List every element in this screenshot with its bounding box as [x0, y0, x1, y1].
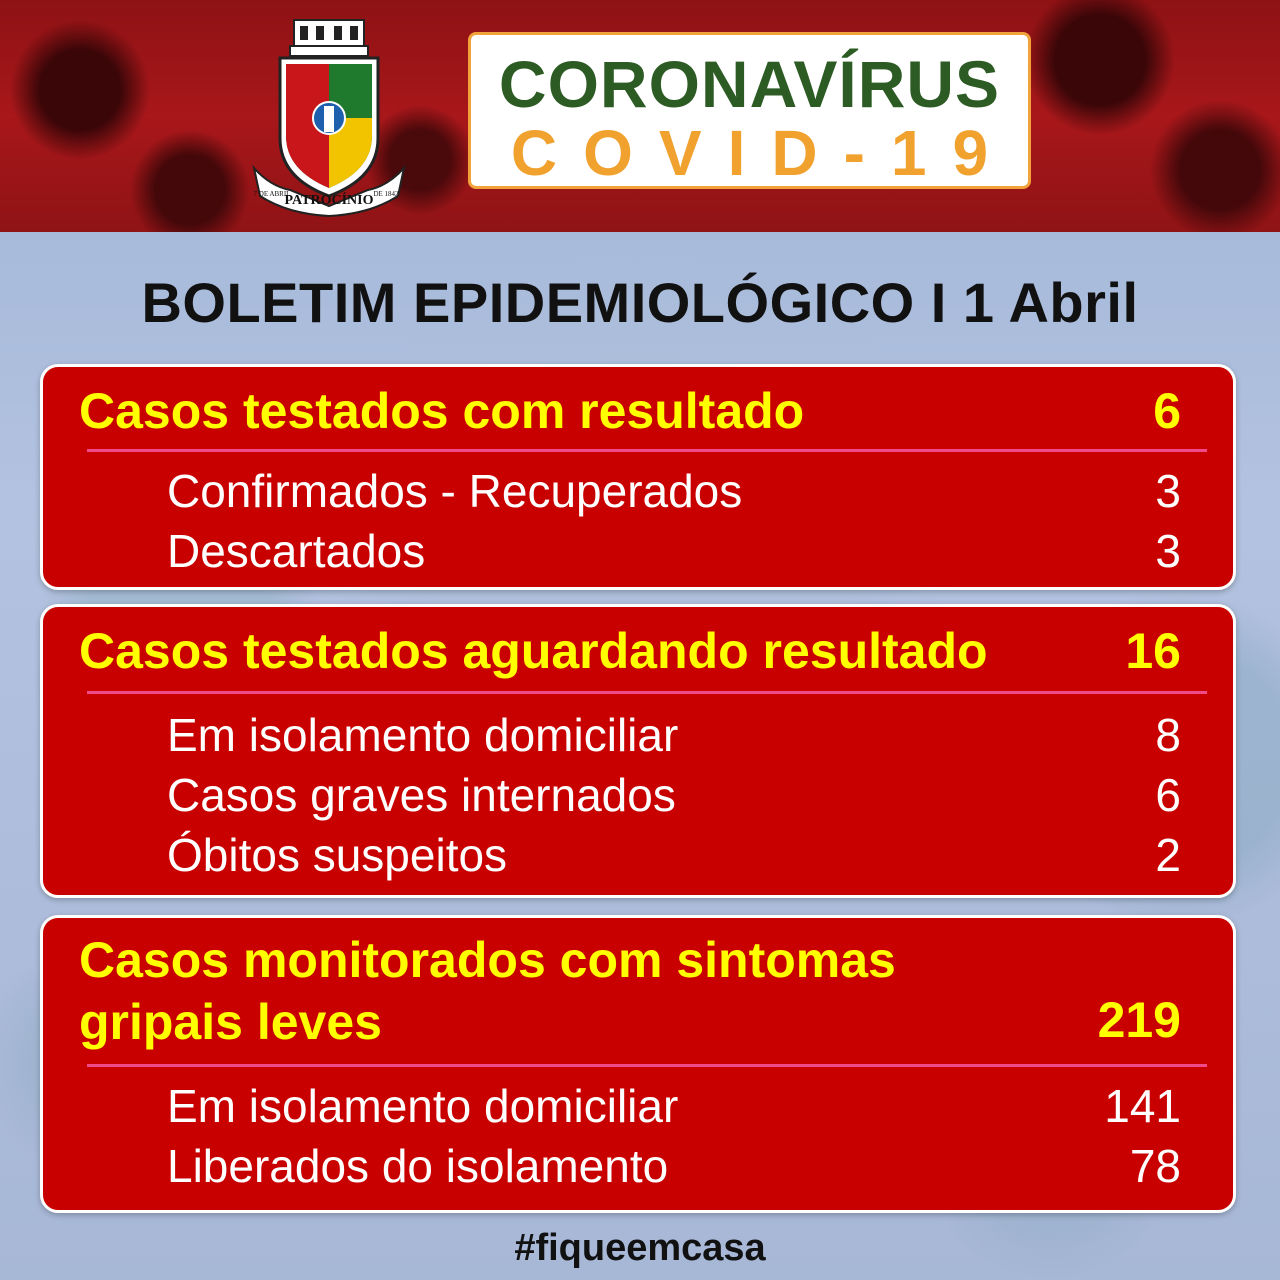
list-item	[167, 461, 1181, 521]
campaign-title-box	[468, 32, 1031, 189]
list-item	[167, 1136, 1181, 1196]
title-coronavirus: CORONAVÍRUS	[498, 47, 1001, 121]
row-value: 3	[1155, 465, 1181, 517]
row-value: 141	[1104, 1080, 1181, 1132]
crest-right-date: DE 1842	[373, 190, 399, 198]
section-heading: Casos testados aguardando resultado	[79, 623, 988, 679]
section-total: 219	[1097, 992, 1181, 1048]
bulletin-title: BOLETIM EPIDEMIOLÓGICO I 1 Abril	[141, 271, 1139, 334]
row-value: 2	[1155, 829, 1181, 881]
row-value: 78	[1129, 1140, 1181, 1192]
row-value: 3	[1155, 525, 1181, 577]
section-monitored-mild-symptoms	[40, 915, 1236, 1213]
section-heading: Casos monitorados com sintomas	[79, 932, 896, 988]
row-label: Em isolamento domiciliar	[167, 709, 679, 761]
list-item	[167, 765, 1181, 825]
section-tested-with-result	[40, 364, 1236, 590]
crest-city-name: PATROCÍNIO	[284, 193, 374, 208]
section-divider	[87, 1064, 1207, 1067]
header-banner	[0, 0, 1280, 232]
row-label: Em isolamento domiciliar	[167, 1080, 679, 1132]
section-total: 6	[1153, 383, 1181, 439]
list-item	[167, 521, 1181, 581]
section-divider	[87, 449, 1207, 452]
row-value: 8	[1155, 709, 1181, 761]
coat-of-arms-icon	[250, 18, 408, 218]
list-item	[167, 825, 1181, 885]
row-label: Descartados	[167, 525, 426, 577]
row-label: Casos graves internados	[167, 769, 676, 821]
section-total: 16	[1125, 623, 1181, 679]
list-item	[167, 705, 1181, 765]
row-label: Liberados do isolamento	[167, 1140, 669, 1192]
list-item	[167, 1076, 1181, 1136]
section-awaiting-result	[40, 604, 1236, 898]
hashtag: #fiqueemcasa	[514, 1227, 766, 1269]
section-heading-continued: gripais leves	[79, 994, 382, 1050]
row-label: Confirmados - Recuperados	[167, 465, 743, 517]
row-value: 6	[1155, 769, 1181, 821]
section-heading: Casos testados com resultado	[79, 383, 805, 439]
row-label: Óbitos suspeitos	[167, 829, 508, 881]
crest-left-date: 7 DE ABRIL	[253, 190, 291, 198]
title-covid19: COVID-19	[510, 117, 1015, 189]
section-divider	[87, 691, 1207, 694]
